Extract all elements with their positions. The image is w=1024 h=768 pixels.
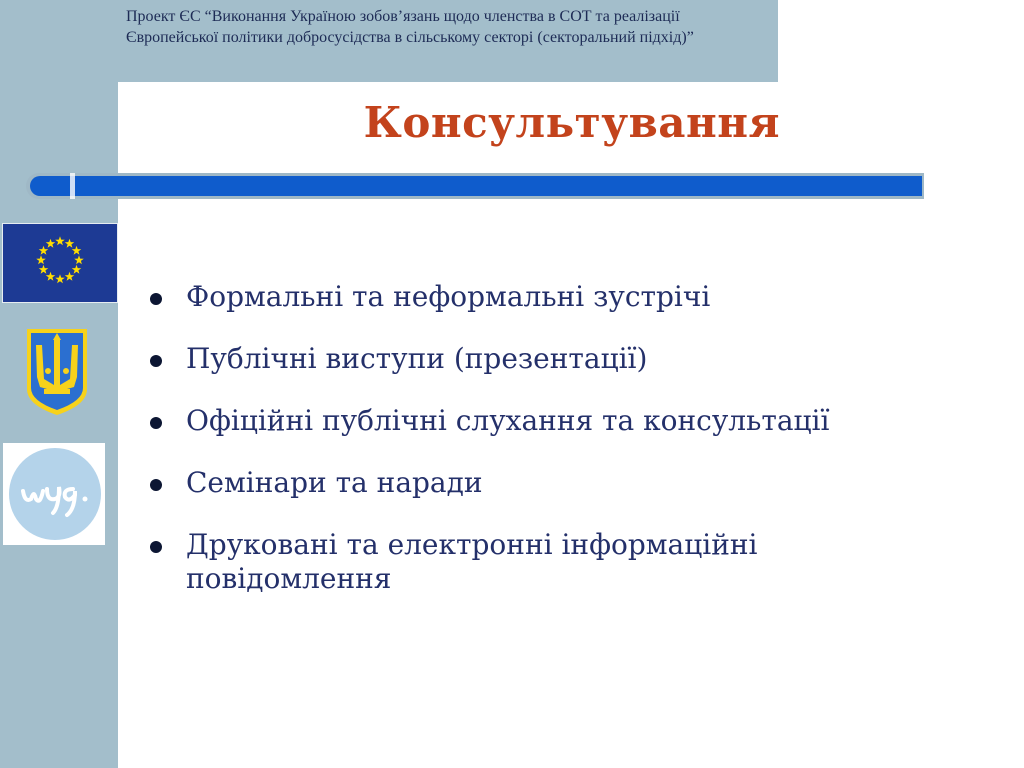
project-caption: Проект ЄС “Виконання Україною зобов’язань щодо членства в СОТ та реалізації Європейської політики добросусідства в сільському секторі (секторальний підхід)” — [126, 8, 694, 46]
slide-title: Консультування — [363, 98, 780, 147]
org-logo-icon — [3, 443, 105, 545]
list-item-text: Друковані та електронні інформаційні повідомлення — [186, 528, 758, 595]
list-item — [150, 528, 886, 596]
list-item — [150, 280, 950, 314]
bullet-dot-icon — [150, 293, 162, 305]
eu-stars-graphic — [3, 224, 117, 302]
list-item — [150, 466, 950, 500]
list-item-text: Офіційні публічні слухання та консультації — [186, 404, 830, 437]
title-underline-bar — [30, 176, 922, 196]
list-item-text: Семінари та наради — [186, 466, 483, 499]
bullet-list — [150, 280, 950, 596]
bullet-dot-icon — [150, 355, 162, 367]
coat-of-arms-graphic — [24, 327, 90, 417]
list-item-text: Формальні та неформальні зустрічі — [186, 280, 711, 313]
list-item — [150, 404, 950, 438]
tryzub-icon — [24, 327, 90, 417]
list-item-text: Публічні виступи (презентації) — [186, 342, 648, 375]
list-item — [150, 342, 950, 376]
org-logo-graphic — [3, 443, 105, 545]
bullet-dot-icon — [150, 541, 162, 553]
eu-flag-icon — [2, 223, 118, 303]
bullet-dot-icon — [150, 417, 162, 429]
bullet-dot-icon — [150, 479, 162, 491]
title-underline-notch — [70, 173, 75, 199]
